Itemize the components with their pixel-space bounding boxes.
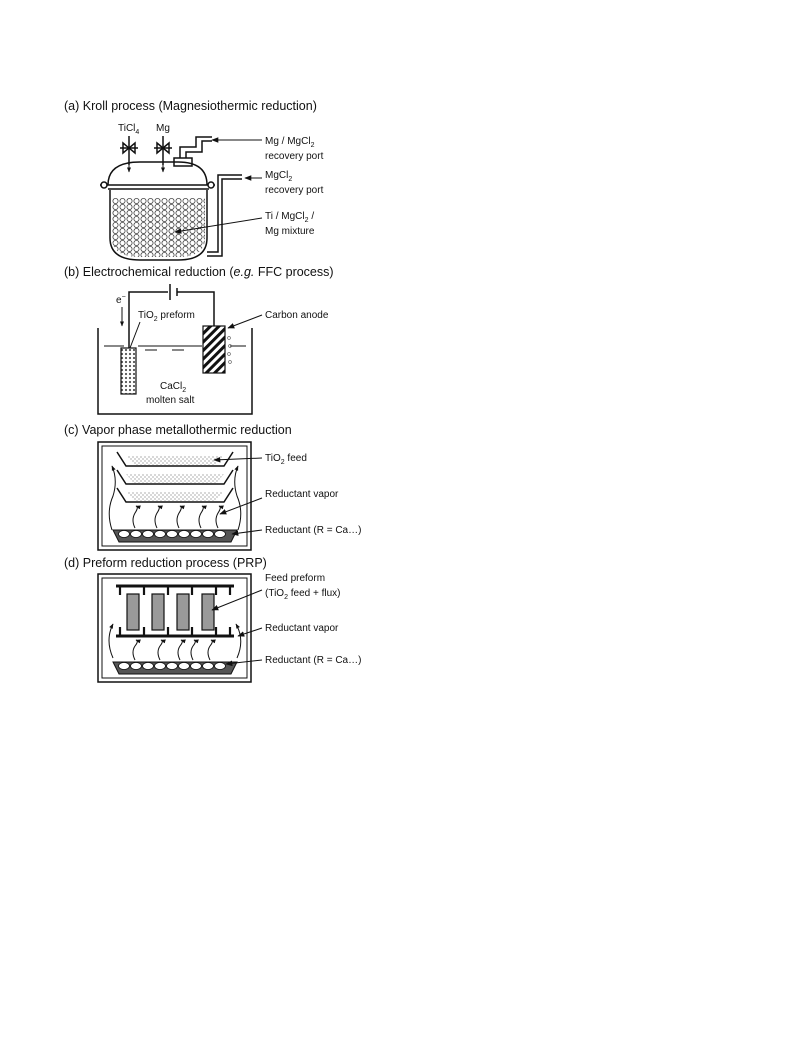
reductant-label: Reductant (R = Ca…) [265, 525, 362, 536]
feed-tray [117, 452, 233, 466]
valve-icon [154, 136, 172, 172]
valve-icon [120, 136, 138, 172]
panel-a-title: (a) Kroll process (Magnesiothermic reduction) [64, 99, 317, 113]
panel-c-title: (c) Vapor phase metallothermic reduction [64, 423, 292, 437]
salt-label: CaCl$_2$ [160, 381, 187, 394]
valve-label-ticl4: TiCl$_4$ [118, 123, 140, 136]
tio2-preform [121, 348, 136, 394]
salt-label-line2: molten salt [146, 395, 195, 406]
panel-d [64, 556, 361, 682]
vapor-label: Reductant vapor [265, 489, 339, 500]
panel-b-title: (b) Electrochemical reduction (e.g. FFC process) [64, 265, 334, 279]
valve-label-mg: Mg [156, 123, 170, 134]
mgcl2-recovery-port-label-line2: recovery port [265, 185, 324, 196]
mg-recovery-port-label: Mg / MgCl$_2$ [265, 136, 315, 149]
feed-preform [152, 594, 164, 630]
feed-preform [177, 594, 189, 630]
feed-label: TiO$_2$ feed [265, 453, 307, 466]
feed-tray [117, 488, 233, 502]
kroll-reactor [100, 162, 215, 260]
reductant-label: Reductant (R = Ca…) [265, 655, 362, 666]
mixture-label-line2: Mg mixture [265, 226, 315, 237]
mg-recovery-port-label-line2: recovery port [265, 151, 324, 162]
panel-a [64, 99, 324, 260]
mixture-label: Ti / MgCl$_2$ / [265, 211, 315, 224]
vapor-label: Reductant vapor [265, 623, 339, 634]
preform-label: Feed preform [265, 573, 326, 584]
anode-label: Carbon anode [265, 310, 329, 321]
preform-rack [116, 586, 234, 636]
reductant-crucible [113, 530, 237, 542]
vapor-arrows [133, 640, 212, 660]
panel-c [64, 423, 361, 550]
reductant-crucible [113, 662, 237, 674]
carbon-anode [203, 326, 225, 373]
preform-label: TiO$_2$ preform [138, 310, 195, 323]
feed-preform [127, 594, 139, 630]
mgcl2-recovery-port-label: MgCl$_2$ [265, 170, 293, 183]
vapor-arrows [133, 506, 220, 528]
preform-label-line2: (TiO$_2$ feed + flux) [265, 588, 341, 601]
panel-d-title: (d) Preform reduction process (PRP) [64, 556, 267, 570]
feed-preform [202, 594, 214, 630]
panel-b [64, 265, 334, 414]
electron-label: e− [116, 294, 126, 306]
feed-tray [117, 470, 233, 484]
